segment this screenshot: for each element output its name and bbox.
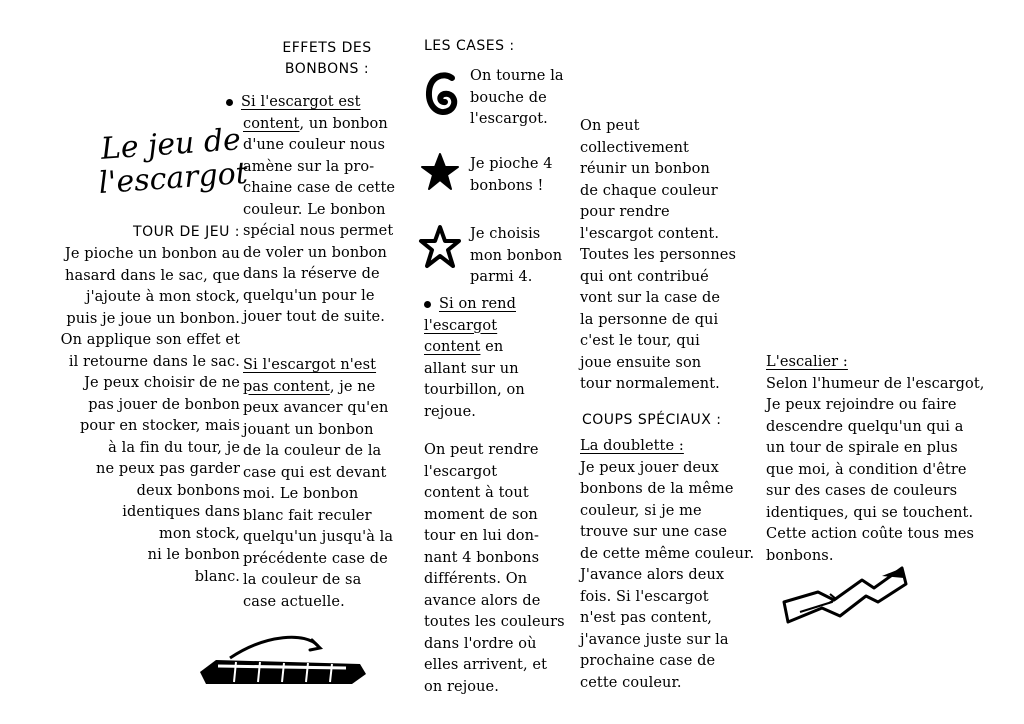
collective-line: l'escargot content. [580, 225, 720, 242]
anytime-line: moment de son [424, 506, 538, 523]
doublette-lines [580, 458, 770, 695]
whirl-lines [424, 359, 574, 424]
whirl-line: tourbillon, on [424, 382, 525, 398]
cases-heading: LES CASES : [424, 38, 515, 54]
case-2-line: parmi 4. [470, 269, 533, 285]
escalier-lines [766, 374, 1006, 568]
not-content-effect-line: peux avancer qu'en [243, 400, 389, 416]
anytime-line: dans l'ordre où [424, 635, 537, 652]
collective-line: collectivement [580, 139, 689, 156]
case-0-line: l'escargot. [470, 111, 548, 127]
doublette-line: prochaine case de [580, 653, 716, 669]
whirl-line: allant sur un [424, 360, 519, 377]
content-effect-line: amène sur la pro- [243, 158, 375, 175]
collective-line: qui ont contribué [580, 268, 709, 285]
staircase-path-illustration [778, 562, 910, 628]
doublette-line: n'est pas content, [580, 610, 712, 626]
content-effect-line: chaine case de cette [243, 180, 396, 196]
tour-de-jeu-line: pas jouer de bonbon [88, 396, 240, 413]
whirl-block [424, 294, 574, 423]
tour-de-jeu-line: Je pioche un bonbon au [64, 246, 240, 262]
anytime-line: différents. On [424, 571, 528, 587]
content-effect-line: quelqu'un pour le [243, 287, 375, 304]
tour-de-jeu-line: identiques dans [122, 504, 240, 520]
tour-de-jeu-line: blanc. [194, 568, 240, 585]
case-filled-star-text [470, 154, 590, 197]
content-lead-rest: , un bonbon [299, 115, 388, 132]
case-0-line: bouche de [470, 89, 547, 106]
tour-de-jeu-line: il retourne dans le sac. [68, 353, 240, 370]
doublette-line: couleur, si je me [580, 502, 702, 519]
case-1-line: Je pioche 4 [470, 156, 553, 172]
collective-line: de chaque couleur [580, 182, 718, 199]
escalier-line: que moi, à condition d'être [766, 461, 967, 478]
tour-de-jeu-line: ne peux pas garder [96, 461, 240, 477]
content-effect-line: d'une couleur nous [243, 137, 386, 153]
doublette-line: Je peux jouer deux [580, 459, 719, 476]
not-content-effect-line: case qui est devant [243, 464, 387, 481]
tour-de-jeu-line: à la fin du tour, je [108, 439, 240, 456]
anytime-line: avance alors de [424, 592, 541, 609]
whirl-lead-2: l'escargot [424, 317, 498, 334]
doublette-line: trouve sur une case [580, 524, 728, 540]
anytime-text [424, 440, 584, 698]
collective-line: joue ensuite son [580, 354, 702, 371]
whirl-lead-rest: en [480, 339, 504, 355]
doublette-line: J'avance alors deux [580, 567, 725, 583]
case-outline-star-text [470, 224, 590, 289]
case-0-line: On tourne la [470, 68, 564, 84]
not-content-effect-line: la couleur de sa [243, 572, 362, 588]
doublette-block [580, 436, 770, 694]
not-content-effect-line: précédente case de [243, 550, 388, 567]
tour-de-jeu-line: hasard dans le sac, que [65, 267, 240, 284]
spiral-icon [424, 70, 460, 120]
collective-line: Toutes les personnes [580, 247, 737, 263]
content-effect-line: de voler un bonbon [243, 244, 387, 261]
bullet-icon [424, 301, 431, 308]
doublette-line: de cette même couleur. [580, 545, 755, 562]
not-content-effect-lines [243, 398, 433, 613]
content-lead-2: content [243, 115, 300, 132]
content-effect-line: dans la réserve de [243, 266, 380, 282]
collective-line: vont sur la case de [580, 290, 721, 306]
collective-line: la personne de qui [580, 311, 719, 328]
not-content-effect-line: moi. Le bonbon [243, 486, 359, 502]
special-heading: COUPS SPÉCIAUX : [582, 412, 722, 428]
tour-de-jeu-line: deux bonbons [136, 482, 240, 499]
effects-heading-line-2: BONBONS : [284, 61, 370, 77]
not-content-effect-line: case actuelle. [243, 593, 345, 610]
anytime-line: elles arrivent, et [424, 657, 547, 673]
collective-line: On peut [580, 118, 640, 134]
escalier-line: Je peux rejoindre ou faire [766, 397, 957, 413]
whirl-lead-3: content [424, 339, 481, 355]
tour-de-jeu-line: puis je joue un bonbon. [66, 310, 240, 327]
whirl-lead-1: Si on rend [439, 296, 516, 312]
whirl-line: rejoue. [424, 403, 476, 420]
not-content-effect-line: de la couleur de la [243, 443, 382, 459]
anytime-line: tour en lui don- [424, 528, 540, 544]
escalier-line: Cette action coûte tous mes [766, 526, 975, 542]
not-content-lead-1: Si l'escargot n'est [243, 357, 377, 373]
effects-heading-line-1: EFFETS DES [282, 40, 372, 56]
escalier-block [766, 352, 1006, 567]
collective-line: pour rendre [580, 204, 670, 220]
escalier-title: L'escalier : [766, 354, 848, 370]
escalier-line: sur des cases de couleurs [766, 483, 958, 499]
tour-de-jeu-line: pour en stocker, mais [79, 418, 240, 434]
title-line-2: l'escargot [97, 155, 249, 202]
doublette-line: fois. Si l'escargot [580, 588, 709, 605]
collective-line: c'est le tour, qui [580, 333, 700, 349]
anytime-line: on rejoue. [424, 678, 499, 695]
escalier-line: un tour de spirale en plus [766, 440, 958, 456]
content-effect-block [226, 92, 426, 329]
anytime-line: l'escargot [424, 463, 498, 480]
anytime-line: nant 4 bonbons [424, 549, 540, 566]
doublette-title: La doublette : [580, 438, 684, 454]
collective-line: réunir un bonbon [580, 161, 710, 177]
anytime-line: On peut rendre [424, 442, 539, 458]
doublette-line: cette couleur. [580, 674, 682, 691]
content-effect-line: couleur. Le bonbon [243, 201, 386, 218]
not-content-effect-line: quelqu'un jusqu'à la [243, 529, 394, 545]
tour-de-jeu-line: mon stock, [159, 525, 240, 542]
board-path-illustration [196, 628, 372, 692]
not-content-effect-line: blanc fait reculer [243, 507, 372, 524]
outline-star-icon [418, 224, 462, 270]
anytime-line: toutes les couleurs [424, 614, 565, 630]
not-content-effect-line: jouant un bonbon [243, 421, 374, 438]
escalier-line: Selon l'humeur de l'escargot, [766, 375, 985, 392]
case-2-line: mon bonbon [470, 247, 563, 264]
not-content-effect-block [243, 355, 433, 613]
content-lead-1: Si l'escargot est [241, 94, 361, 110]
content-effect-line: jouer tout de suite. [243, 309, 385, 325]
tour-de-jeu-heading: TOUR DE JEU : [133, 224, 240, 240]
collective-line: tour normalement. [580, 376, 720, 392]
content-effect-lines [226, 135, 426, 329]
anytime-line: content à tout [424, 485, 529, 501]
tour-de-jeu-line: j'ajoute à mon stock, [85, 289, 240, 305]
bullet-icon [226, 99, 233, 106]
effects-heading [262, 38, 392, 80]
not-content-lead-2: pas content [243, 378, 330, 395]
tour-de-jeu-line: Je peux choisir de ne [84, 375, 240, 391]
title-line-1: Le jeu de [99, 122, 242, 167]
case-spiral-text [470, 66, 590, 131]
tour-de-jeu-line: ni le bonbon [147, 547, 240, 563]
doublette-line: j'avance juste sur la [580, 631, 729, 648]
tour-de-jeu-line: On applique son effet et [60, 332, 240, 348]
tour-de-jeu-text [40, 244, 240, 588]
doublette-line: bonbons de la même [580, 481, 734, 497]
escalier-line: bonbons. [766, 547, 834, 564]
escalier-line: identiques, qui se touchent. [766, 504, 974, 521]
content-effect-line: spécial nous permet [243, 223, 394, 239]
case-1-line: bonbons ! [470, 177, 544, 194]
collective-text [580, 116, 770, 396]
not-content-lead-rest: , je ne [329, 378, 376, 395]
case-2-line: Je choisis [470, 226, 541, 242]
filled-star-icon [420, 152, 460, 192]
escalier-line: descendre quelqu'un qui a [766, 418, 964, 435]
